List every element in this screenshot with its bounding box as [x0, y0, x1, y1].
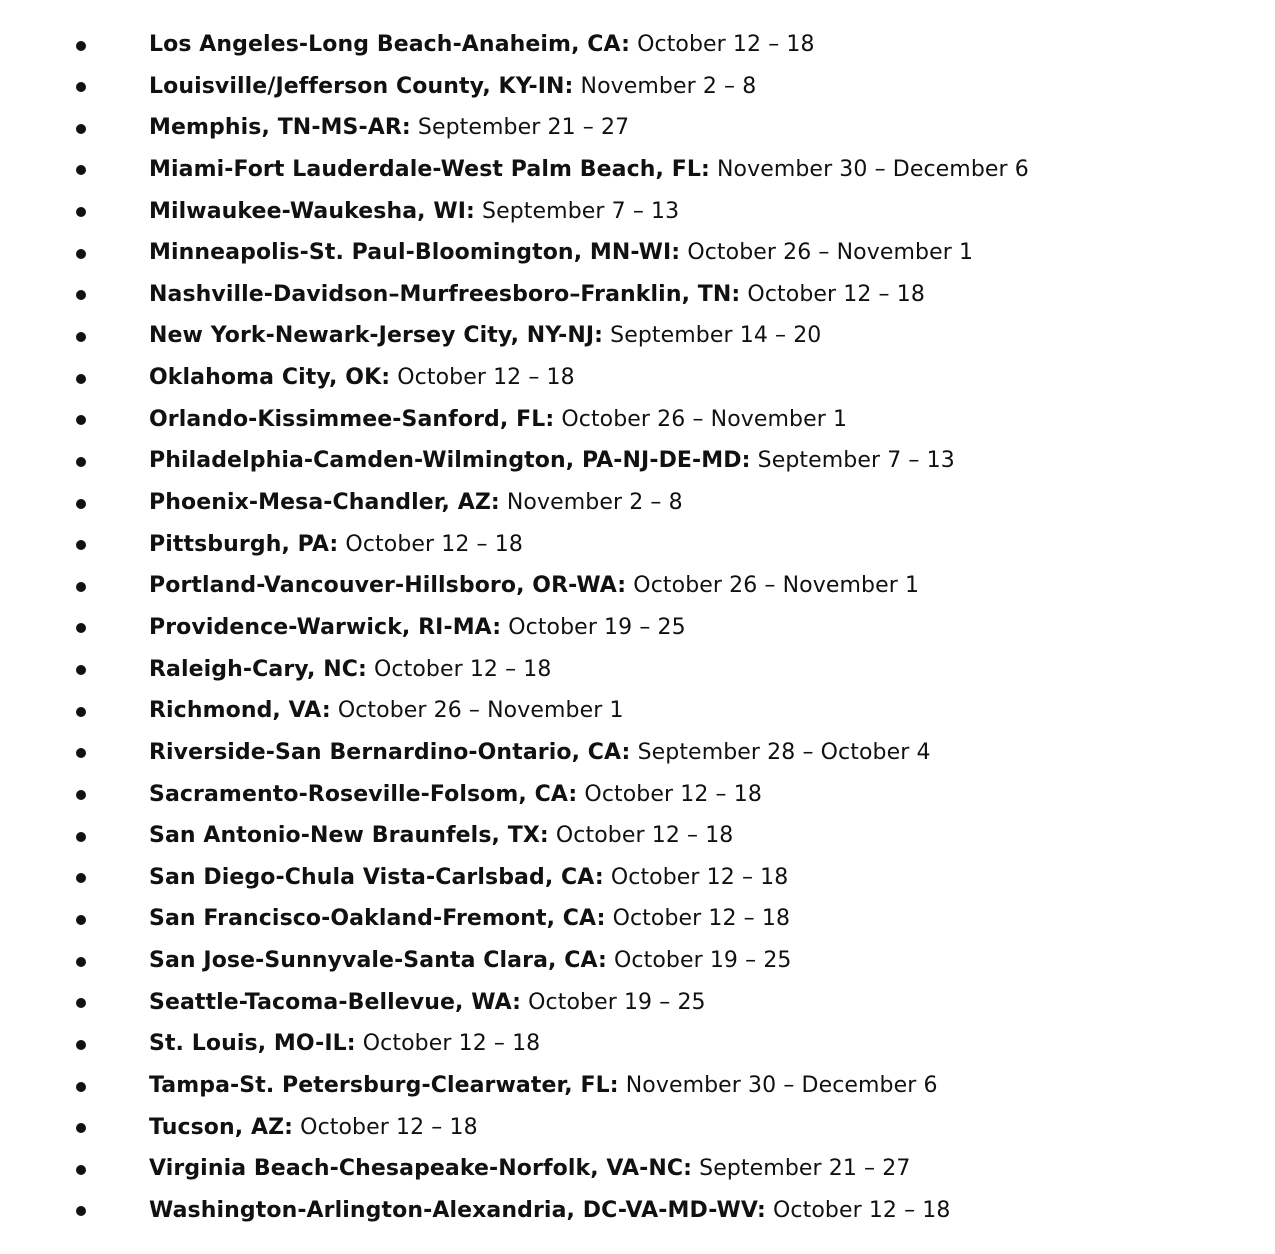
metro-area-name: Nashville-Davidson–Murfreesboro–Franklin, TN: — [149, 281, 741, 307]
metro-area-name: St. Louis, MO-IL: — [149, 1031, 356, 1057]
date-range: September 14 – 20 — [610, 323, 822, 349]
document-page — [0, 24, 1275, 1232]
metro-area-name: Raleigh-Cary, NC: — [149, 656, 367, 682]
date-range: November 2 – 8 — [506, 490, 683, 516]
date-range: October 12 – 18 — [345, 531, 523, 557]
date-range: October 26 – November 1 — [337, 698, 624, 724]
list-item-text — [149, 732, 931, 774]
list-item — [0, 149, 1275, 191]
list-item-text — [149, 1148, 910, 1190]
list-item — [0, 232, 1275, 274]
list-item — [0, 274, 1275, 316]
metro-area-name: Louisville/Jefferson County, KY-IN: — [149, 73, 574, 99]
bullet-icon — [74, 149, 88, 191]
bullet-icon — [74, 857, 88, 899]
list-item — [0, 482, 1275, 524]
list-item-text — [149, 1023, 540, 1065]
metro-area-name: Miami-Fort Lauderdale-West Palm Beach, FL: — [149, 156, 710, 182]
metro-area-name: Phoenix-Mesa-Chandler, AZ: — [149, 490, 500, 516]
metro-area-name: Seattle-Tacoma-Bellevue, WA: — [149, 989, 522, 1015]
list-item — [0, 1065, 1275, 1107]
list-item — [0, 24, 1275, 66]
bullet-icon — [74, 732, 88, 774]
metro-area-name: San Diego-Chula Vista-Carlsbad, CA: — [149, 864, 604, 890]
list-item — [0, 898, 1275, 940]
metro-area-name: Oklahoma City, OK: — [149, 365, 391, 391]
date-range: October 26 – November 1 — [687, 240, 974, 266]
metro-area-name: New York-Newark-Jersey City, NY-NJ: — [149, 323, 604, 349]
bullet-icon — [74, 482, 88, 524]
bullet-icon — [74, 1190, 88, 1232]
list-item — [0, 565, 1275, 607]
metro-area-name: Washington-Arlington-Alexandria, DC-VA-MD-WV: — [149, 1197, 766, 1223]
list-item-text — [149, 565, 919, 607]
date-range: October 12 – 18 — [373, 656, 552, 682]
bullet-icon — [74, 1148, 88, 1190]
list-item-text — [149, 982, 706, 1024]
list-item-text — [149, 149, 1029, 191]
list-item-text — [149, 440, 955, 482]
list-item-text — [149, 399, 847, 441]
list-item-text — [149, 857, 788, 899]
list-item-text — [149, 898, 790, 940]
date-range: October 12 – 18 — [772, 1197, 951, 1223]
bullet-icon — [74, 1065, 88, 1107]
metro-area-name: Milwaukee-Waukesha, WI: — [149, 198, 475, 224]
list-item — [0, 607, 1275, 649]
date-range: November 2 – 8 — [580, 73, 757, 99]
list-item-text — [149, 1065, 938, 1107]
bullet-icon — [74, 524, 88, 566]
bullet-icon — [74, 1023, 88, 1065]
date-range: October 12 – 18 — [610, 864, 789, 890]
bullet-icon — [74, 66, 88, 108]
list-item — [0, 940, 1275, 982]
date-range: November 30 – December 6 — [716, 156, 1029, 182]
metro-area-name: Richmond, VA: — [149, 698, 331, 724]
metro-area-list — [0, 24, 1275, 1232]
list-item — [0, 982, 1275, 1024]
date-range: September 28 – October 4 — [637, 739, 931, 765]
bullet-icon — [74, 399, 88, 441]
metro-area-name: Portland-Vancouver-Hillsboro, OR-WA: — [149, 573, 627, 599]
date-range: October 12 – 18 — [555, 823, 734, 849]
date-range: September 7 – 13 — [482, 198, 680, 224]
list-item — [0, 1023, 1275, 1065]
date-range: October 12 – 18 — [397, 365, 575, 391]
date-range: October 12 – 18 — [584, 781, 762, 807]
list-item-text — [149, 649, 552, 691]
date-range: October 26 – November 1 — [561, 406, 848, 432]
list-item — [0, 815, 1275, 857]
list-item — [0, 66, 1275, 108]
list-item — [0, 1148, 1275, 1190]
list-item-text — [149, 232, 973, 274]
list-item-text — [149, 274, 925, 316]
date-range: September 21 – 27 — [699, 1156, 911, 1182]
date-range: October 26 – November 1 — [633, 573, 920, 599]
list-item-text — [149, 315, 821, 357]
list-item — [0, 357, 1275, 399]
list-item-text — [149, 24, 815, 66]
bullet-icon — [74, 274, 88, 316]
metro-area-name: San Jose-Sunnyvale-Santa Clara, CA: — [149, 948, 607, 974]
metro-area-name: Los Angeles-Long Beach-Anaheim, CA: — [149, 32, 630, 57]
list-item — [0, 690, 1275, 732]
bullet-icon — [74, 357, 88, 399]
date-range: October 12 – 18 — [300, 1114, 478, 1140]
list-item — [0, 732, 1275, 774]
list-item — [0, 524, 1275, 566]
list-item — [0, 315, 1275, 357]
metro-area-name: Riverside-San Bernardino-Ontario, CA: — [149, 739, 631, 765]
list-item-text — [149, 107, 629, 149]
date-range: October 12 – 18 — [612, 906, 791, 932]
list-item — [0, 1190, 1275, 1232]
bullet-icon — [74, 1107, 88, 1149]
date-range: October 19 – 25 — [528, 989, 706, 1015]
date-range: October 19 – 25 — [508, 614, 686, 640]
list-item — [0, 649, 1275, 691]
bullet-icon — [74, 191, 88, 233]
bullet-icon — [74, 607, 88, 649]
metro-area-name: Memphis, TN-MS-AR: — [149, 115, 411, 141]
metro-area-name: San Francisco-Oakland-Fremont, CA: — [149, 906, 606, 932]
bullet-icon — [74, 649, 88, 691]
bullet-icon — [74, 565, 88, 607]
date-range: October 12 – 18 — [747, 281, 925, 307]
list-item-text — [149, 815, 733, 857]
metro-area-name: Virginia Beach-Chesapeake-Norfolk, VA-NC: — [149, 1156, 693, 1182]
metro-area-name: Philadelphia-Camden-Wilmington, PA-NJ-DE-MD: — [149, 448, 751, 474]
bullet-icon — [74, 940, 88, 982]
list-item-text — [149, 524, 523, 566]
metro-area-name: San Antonio-New Braunfels, TX: — [149, 823, 549, 849]
list-item-text — [149, 607, 686, 649]
bullet-icon — [74, 24, 88, 66]
date-range: November 30 – December 6 — [625, 1073, 938, 1099]
metro-area-name: Minneapolis-St. Paul-Bloomington, MN-WI: — [149, 240, 681, 266]
list-item-text — [149, 690, 624, 732]
list-item-text — [149, 66, 756, 108]
list-item — [0, 1107, 1275, 1149]
metro-area-name: Providence-Warwick, RI-MA: — [149, 614, 502, 640]
list-item — [0, 857, 1275, 899]
bullet-icon — [74, 690, 88, 732]
list-item-text — [149, 1107, 478, 1149]
metro-area-name: Tucson, AZ: — [149, 1114, 294, 1140]
bullet-icon — [74, 107, 88, 149]
list-item — [0, 399, 1275, 441]
list-item-text — [149, 482, 683, 524]
metro-area-name: Tampa-St. Petersburg-Clearwater, FL: — [149, 1073, 619, 1099]
metro-area-name: Sacramento-Roseville-Folsom, CA: — [149, 781, 578, 807]
bullet-icon — [74, 898, 88, 940]
bullet-icon — [74, 774, 88, 816]
date-range: September 7 – 13 — [757, 448, 955, 474]
bullet-icon — [74, 232, 88, 274]
bullet-icon — [74, 982, 88, 1024]
bullet-icon — [74, 815, 88, 857]
metro-area-name: Pittsburgh, PA: — [149, 531, 339, 557]
date-range: September 21 – 27 — [417, 115, 630, 141]
metro-area-name: Orlando-Kissimmee-Sanford, FL: — [149, 406, 555, 432]
list-item — [0, 191, 1275, 233]
list-item-text — [149, 940, 792, 982]
list-item-text — [149, 357, 575, 399]
list-item-text — [149, 1190, 951, 1232]
date-range: October 12 – 18 — [637, 32, 815, 57]
list-item-text — [149, 191, 679, 233]
list-item — [0, 440, 1275, 482]
bullet-icon — [74, 315, 88, 357]
list-item — [0, 774, 1275, 816]
list-item — [0, 107, 1275, 149]
list-item-text — [149, 774, 762, 816]
date-range: October 12 – 18 — [362, 1031, 541, 1057]
date-range: October 19 – 25 — [614, 948, 792, 974]
bullet-icon — [74, 440, 88, 482]
